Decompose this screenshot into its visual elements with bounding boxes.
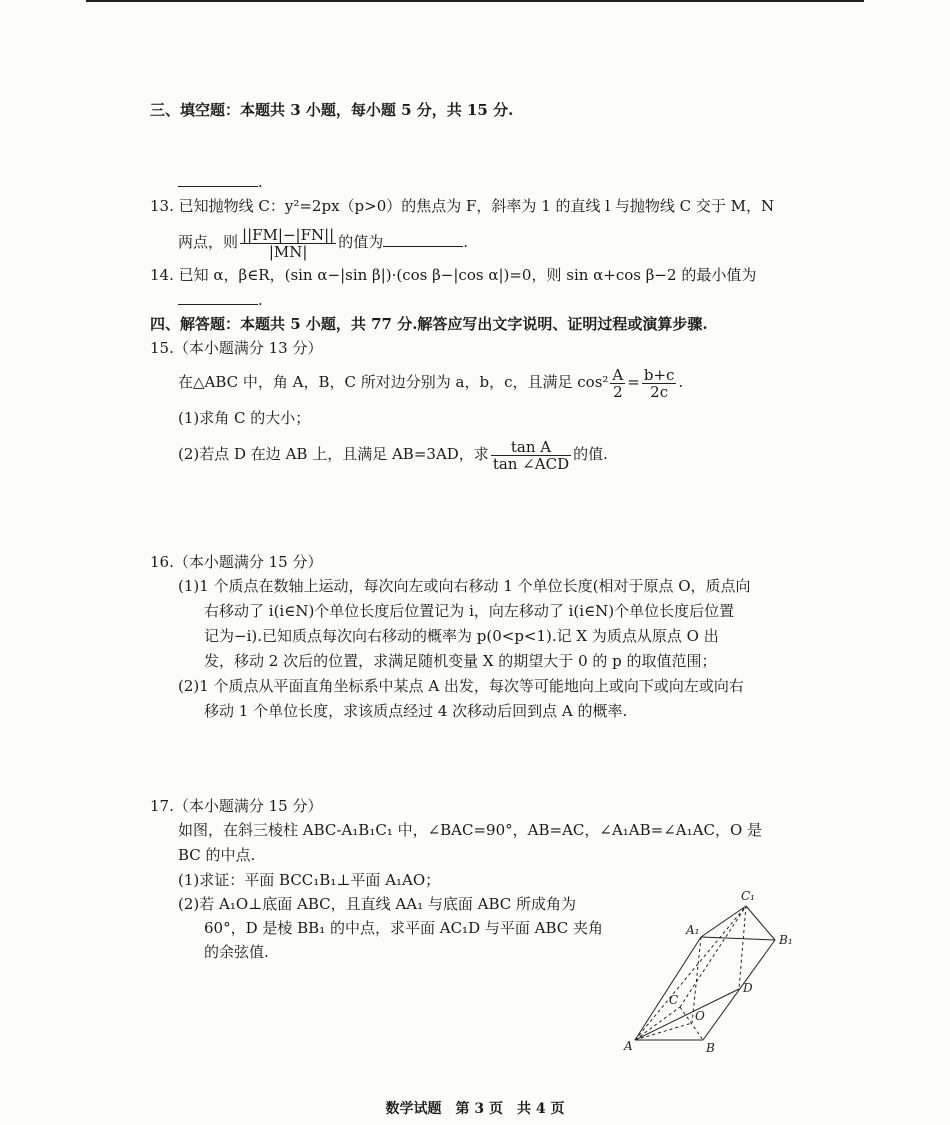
q15-frac1-den: 2 [613, 382, 623, 401]
q13-prefix: 两点，则 [178, 233, 239, 251]
edge-A1C1 [701, 906, 746, 937]
q13-frac-num: ||FM|−|FN|| [242, 225, 335, 244]
q12-answer-blank [178, 172, 263, 192]
q17-part2-l2: 60°，D 是棱 BB₁ 的中点，求平面 AC₁D 与平面 ABC 夹角 [204, 919, 604, 937]
label-B: B [706, 1041, 715, 1055]
q15-stem-end: . [678, 373, 684, 391]
q16-p2-l1: (2)1 个质点从平面直角坐标系中某点 A 出发，每次等可能地向上或向下或向左或向右 [178, 677, 744, 695]
q17-stem-l2: BC 的中点. [178, 846, 256, 864]
q15-eq: = [627, 373, 640, 391]
q17-part2-l3: 的余弦值. [204, 943, 269, 961]
edge-A1B1 [701, 937, 775, 940]
q17-part2-l1: (2)若 A₁O⊥底面 ABC，且直线 AA₁ 与底面 ABC 所成角为 [178, 895, 577, 913]
q15-frac2-den: 2c [650, 382, 669, 401]
q15-title: 15.（本小题满分 13 分） [150, 339, 323, 357]
q16-p1-l4: 发，移动 2 次后的位置，求满足随机变量 X 的期望大于 0 的 p 的取值范围； [204, 652, 717, 670]
edge-AC [635, 1007, 680, 1040]
edge-CC1 [680, 906, 746, 1007]
q16-title: 16.（本小题满分 15 分） [150, 553, 323, 571]
prism-figure [600, 880, 820, 1060]
q13-line2 [178, 222, 468, 262]
q16-p2-l2: 移动 1 个单位长度，求该质点经过 4 次移动后回到点 A 的概率. [204, 702, 628, 720]
q16-p1-l2: 右移动了 i(i∈N)个单位长度后位置记为 i，向左移动了 i(i∈N)个单位长度后位置 [204, 602, 735, 620]
q15-part2-prefix: (2)若点 D 在边 AB 上，且满足 AB=3AD，求 [178, 445, 489, 463]
edge-C1D [739, 906, 746, 989]
label-C1: C₁ [741, 889, 755, 903]
label-O: O [695, 1009, 705, 1023]
q13-line1: 13. 已知抛物线 C：y²=2px（p>0）的焦点为 F，斜率为 1 的直线 l 与抛物线 C 交于 M，N [150, 197, 775, 215]
label-B1: B₁ [779, 933, 793, 947]
q15-frac2 [642, 367, 677, 400]
q15-frac1 [610, 367, 625, 400]
q13-suffix: 的值为 [338, 233, 384, 251]
section4-heading: 四、解答题：本题共 5 小题，共 77 分.解答应写出文字说明、证明过程或演算步骤. [150, 315, 708, 333]
q15-part2-suffix: 的值. [573, 445, 608, 463]
q17-stem-l1: 如图，在斜三棱柱 ABC-A₁B₁C₁ 中，∠BAC=90°，AB=AC，∠A₁AB=∠A₁AC，O 是 [178, 821, 763, 839]
q14-end: . [258, 291, 263, 309]
edge-AA1 [635, 937, 701, 1040]
label-C: C [669, 993, 679, 1007]
q15-part2-frac-den: tan ∠ACD [492, 454, 570, 473]
q16-p1-l1: (1)1 个质点在数轴上运动，每次向左或向右移动 1 个单位长度(相对于原点 O，质点向 [178, 577, 751, 595]
q17-title: 17.（本小题满分 15 分） [150, 797, 323, 815]
label-A1: A₁ [686, 923, 700, 937]
q15-part2-frac [491, 439, 571, 472]
q12-tail: . [258, 173, 263, 191]
q15-stem [178, 362, 683, 402]
q13-frac-den: |MN| [268, 242, 308, 261]
q17-part1: (1)求证：平面 BCC₁B₁⊥平面 A₁AO； [178, 871, 441, 889]
q15-part2 [178, 432, 608, 476]
edge-C1B1 [746, 906, 775, 940]
q14-answer-blank [178, 290, 263, 310]
q13-fraction [240, 227, 336, 260]
q13-end: . [463, 233, 469, 251]
top-rule [86, 0, 864, 2]
page-footer: 数学试题 第 3 页 共 4 页 [385, 1101, 565, 1117]
q15-part2-frac-num: tan A [491, 439, 571, 456]
q15-stem-prefix: 在△ABC 中，角 A，B，C 所对边分别为 a，b，c，且满足 cos² [178, 373, 609, 391]
q15-frac2-num: b+c [643, 365, 675, 384]
label-D: D [743, 981, 753, 995]
label-A: A [624, 1039, 633, 1053]
q15-frac1-num: A [612, 365, 624, 384]
q15-part1: (1)求角 C 的大小； [178, 409, 311, 427]
q14-line1: 14. 已知 α，β∈R，(sin α−|sin β|)·(cos β−|cos α|)=0，则 sin α+cos β−2 的最小值为 [150, 266, 757, 284]
q16-p1-l3: 记为−i).已知质点每次向右移动的概率为 p(0<p<1).记 X 为质点从原点 O 出 [204, 627, 719, 645]
section3-heading: 三、填空题：本题共 3 小题，每小题 5 分，共 15 分. [150, 101, 514, 119]
